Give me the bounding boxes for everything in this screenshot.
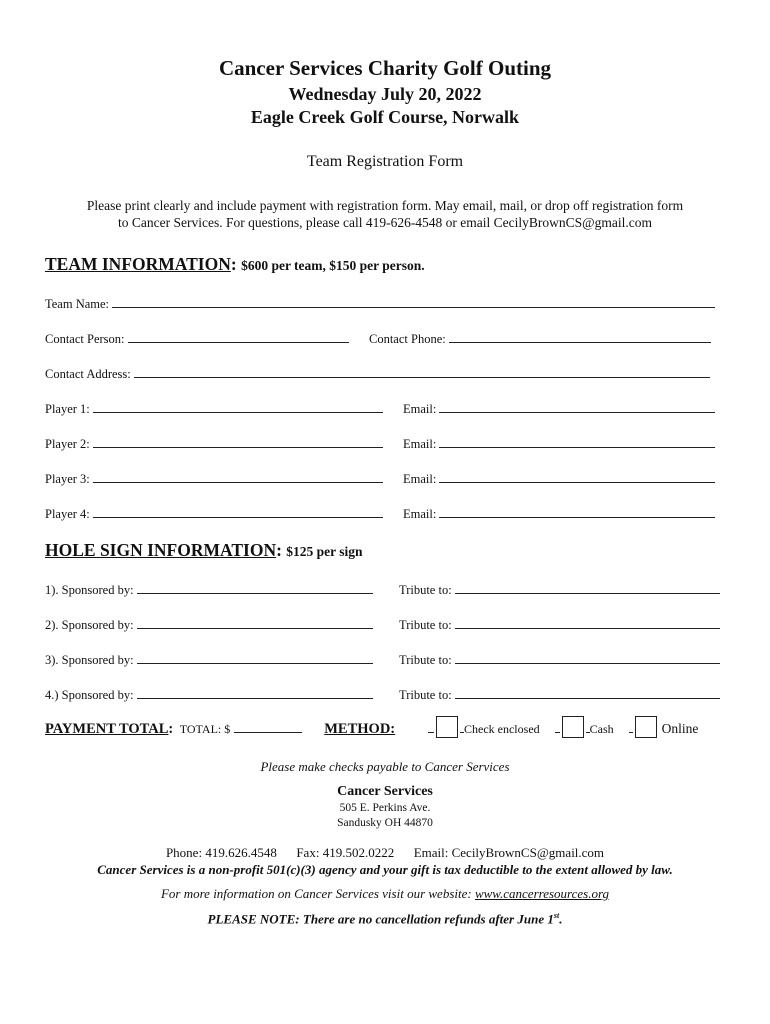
team-price: $600 per team, $150 per person. [241, 258, 425, 273]
hole-sign-price: $125 per sign [286, 544, 363, 559]
refund-note-text: PLEASE NOTE: There are no cancellation refunds after June 1 [207, 911, 554, 927]
sponsor-1-row [45, 582, 373, 598]
contact-phone-label: Contact Phone: [369, 332, 446, 346]
check-enclosed-label: Check enclosed [464, 722, 540, 736]
tribute-1-row [399, 582, 720, 598]
tribute-2-row [399, 617, 720, 633]
sponsor-1-field[interactable] [137, 582, 373, 594]
player-3-row [45, 471, 383, 487]
org-fax: Fax: 419.502.0222 [296, 845, 395, 860]
contact-address-label: Contact Address: [45, 367, 131, 381]
tribute-label: Tribute to: [399, 653, 452, 667]
sponsored-by-label: 2). Sponsored by: [45, 618, 134, 632]
contact-line [0, 845, 770, 861]
website-link[interactable]: www.cancerresources.org [474, 886, 610, 901]
contact-address-row [45, 366, 710, 382]
instructions-line-2: to Cancer Services. For questions, please call 419-626-4548 or email CecilyBrownCS@gmail.com [118, 215, 652, 230]
player-2-row [45, 436, 383, 452]
checks-payable-note: Please make checks payable to Cancer Services [260, 759, 510, 774]
event-title: Cancer Services Charity Golf Outing [218, 56, 552, 80]
tribute-4-field[interactable] [455, 687, 720, 699]
org-address-1: 505 E. Perkins Ave. [339, 802, 431, 814]
player-4-email-row [403, 506, 715, 522]
contact-person-row [45, 331, 349, 347]
player-4-email-field[interactable] [439, 506, 715, 518]
cash-checkbox[interactable] [562, 716, 584, 738]
tribute-label: Tribute to: [399, 618, 452, 632]
online-label: Online [661, 721, 699, 736]
player-4-row [45, 506, 383, 522]
event-date: Wednesday July 20, 2022 [288, 84, 482, 104]
refund-note-sup: st [553, 911, 560, 920]
tribute-label: Tribute to: [399, 688, 452, 702]
tribute-2-field[interactable] [455, 617, 720, 629]
org-email: Email: CecilyBrownCS@gmail.com [413, 845, 605, 860]
tribute-3-field[interactable] [455, 652, 720, 664]
tribute-label: Tribute to: [399, 583, 452, 597]
org-name: Cancer Services [337, 784, 433, 799]
instructions [0, 197, 770, 231]
org-phone: Phone: 419.626.4548 [165, 845, 277, 860]
contact-person-label: Contact Person: [45, 332, 125, 346]
team-name-label: Team Name: [45, 297, 110, 311]
method-options [428, 716, 698, 738]
team-info-heading-text: TEAM INFORMATION [45, 254, 231, 274]
payment-heading-colon: : [168, 721, 174, 737]
player-1-email-field[interactable] [439, 401, 715, 413]
tribute-1-field[interactable] [455, 582, 720, 594]
cash-label: Cash [589, 722, 614, 736]
org-address-2: Sandusky OH 44870 [337, 817, 433, 829]
refund-note [0, 911, 770, 927]
nonprofit-statement: Cancer Services is a non-profit 501(c)(3) agency and your gift is tax deductible to the extent allowed by law. [97, 862, 673, 877]
email-label: Email: [403, 437, 437, 451]
online-checkbox[interactable] [635, 716, 657, 738]
player-1-row [45, 401, 383, 417]
player-2-email-field[interactable] [439, 436, 715, 448]
method-label: METHOD: [324, 721, 396, 737]
total-amount-field[interactable] [234, 721, 302, 733]
player-label: Player 3: [45, 472, 90, 486]
payment-row [45, 721, 395, 738]
more-info-text: For more information on Cancer Services visit our website: [160, 886, 475, 901]
contact-phone-field[interactable] [449, 331, 711, 343]
form-name: Team Registration Form [306, 153, 464, 170]
player-2-email-row [403, 436, 715, 452]
instructions-line-1: Please print clearly and include payment with registration form. May email, mail, or drop off registration form [86, 198, 684, 213]
sponsor-2-row [45, 617, 373, 633]
player-3-email-row [403, 471, 715, 487]
check-blank-line [428, 721, 434, 733]
sponsored-by-label: 3). Sponsored by: [45, 653, 134, 667]
contact-address-field[interactable] [134, 366, 710, 378]
contact-person-field[interactable] [128, 331, 349, 343]
player-3-name-field[interactable] [93, 471, 383, 483]
sponsor-4-row [45, 687, 373, 703]
sponsor-4-field[interactable] [137, 687, 373, 699]
sponsored-by-label: 4.) Sponsored by: [45, 688, 134, 702]
hole-sign-heading-colon: : [276, 540, 282, 560]
refund-note-end: . [559, 911, 563, 927]
player-label: Player 1: [45, 402, 90, 416]
player-2-name-field[interactable] [93, 436, 383, 448]
tribute-3-row [399, 652, 720, 668]
player-1-email-row [403, 401, 715, 417]
team-info-heading [45, 254, 425, 275]
contact-phone-row [369, 331, 711, 347]
more-info-line [0, 886, 770, 902]
total-label: TOTAL: $ [179, 722, 231, 736]
event-location: Eagle Creek Golf Course, Norwalk [250, 107, 520, 127]
team-info-heading-colon: : [230, 254, 237, 274]
online-blank-line [629, 721, 633, 733]
email-label: Email: [403, 402, 437, 416]
email-label: Email: [403, 507, 437, 521]
hole-sign-heading-text: HOLE SIGN INFORMATION [45, 540, 277, 560]
sponsor-3-field[interactable] [137, 652, 373, 664]
tribute-4-row [399, 687, 720, 703]
sponsored-by-label: 1). Sponsored by: [45, 583, 134, 597]
check-enclosed-checkbox[interactable] [436, 716, 458, 738]
cash-blank-line [555, 721, 560, 733]
payment-heading: PAYMENT TOTAL [45, 721, 169, 737]
player-label: Player 2: [45, 437, 90, 451]
hole-sign-heading [45, 540, 363, 561]
team-name-row [45, 296, 715, 312]
player-4-name-field[interactable] [93, 506, 383, 518]
email-label: Email: [403, 472, 437, 486]
player-3-email-field[interactable] [439, 471, 715, 483]
sponsor-2-field[interactable] [137, 617, 373, 629]
player-1-name-field[interactable] [93, 401, 383, 413]
sponsor-3-row [45, 652, 373, 668]
team-name-field[interactable] [112, 296, 715, 308]
player-label: Player 4: [45, 507, 90, 521]
